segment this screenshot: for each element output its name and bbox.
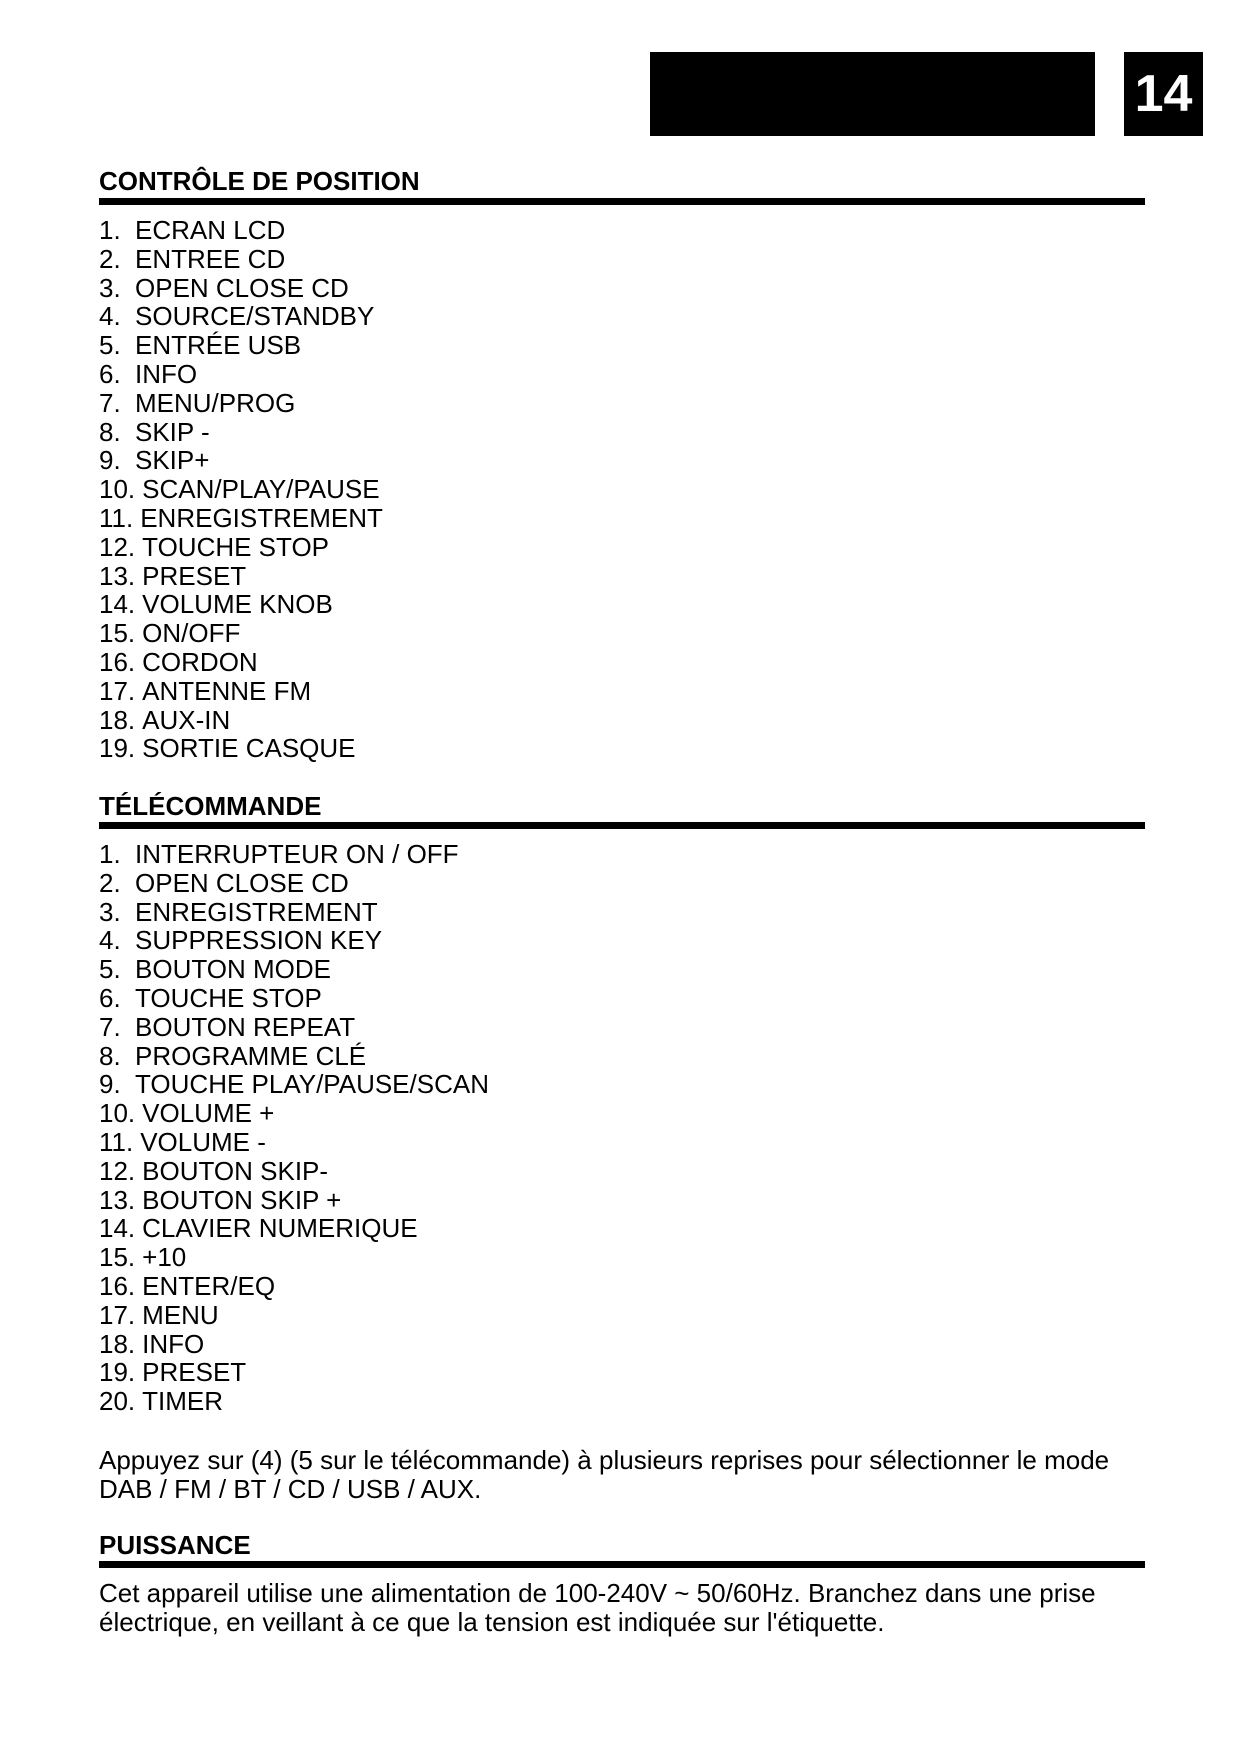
list-item	[99, 1358, 489, 1387]
list-item-number: 6.	[99, 358, 121, 389]
list-item-number: 16.	[99, 1270, 136, 1301]
list-item-number: 8.	[99, 1040, 121, 1071]
list-item-number: 15.	[99, 618, 136, 649]
list-item	[99, 648, 383, 677]
list-item	[99, 869, 489, 898]
list-item-number: 12.	[99, 1155, 136, 1186]
list-item-number: 2.	[99, 867, 121, 898]
list-item	[99, 1186, 489, 1215]
list-item	[99, 1330, 489, 1359]
section-rule	[99, 198, 1145, 205]
list-item-number: 7.	[99, 387, 121, 418]
section-title-remote: TÉLÉCOMMANDE	[99, 791, 322, 821]
list-item-number: 10.	[99, 474, 136, 505]
list-item-label: INFO	[142, 1328, 205, 1359]
list-item-label: INTERRUPTEUR ON / OFF	[135, 839, 459, 869]
list-item-label: BOUTON REPEAT	[135, 1011, 356, 1042]
list-item-label: SKIP -	[135, 416, 210, 447]
list-item	[99, 562, 383, 591]
list-item-number: 9.	[99, 1069, 121, 1100]
remote-list	[99, 840, 489, 1416]
list-item-number: 4.	[99, 925, 121, 956]
list-item	[99, 1099, 489, 1128]
list-item-label: PRESET	[142, 1357, 247, 1388]
list-item-label: INFO	[135, 358, 198, 389]
list-item-label: SCAN/PLAY/PAUSE	[142, 474, 380, 505]
list-item-label: ENTRÉE USB	[135, 330, 302, 361]
list-item-label: VOLUME -	[140, 1126, 266, 1157]
list-item	[99, 274, 383, 303]
list-item	[99, 216, 383, 245]
header-bar	[650, 52, 1095, 136]
list-item-label: PROGRAMME CLÉ	[135, 1040, 367, 1071]
list-item-number: 5.	[99, 330, 121, 361]
list-item-label: SOURCE/STANDBY	[135, 301, 375, 332]
list-item-number: 3.	[99, 896, 121, 927]
list-item-number: 2.	[99, 243, 121, 274]
list-item-label: ECRAN LCD	[135, 215, 286, 245]
list-item-label: ENREGISTREMENT	[135, 896, 378, 927]
list-item-number: 3.	[99, 272, 121, 303]
section-title-position-control: CONTRÔLE DE POSITION	[99, 166, 420, 196]
list-item-number: 11.	[99, 502, 134, 533]
list-item	[99, 389, 383, 418]
list-item	[99, 302, 383, 331]
list-item	[99, 1272, 489, 1301]
list-item	[99, 1301, 489, 1330]
mode-selection-note: Appuyez sur (4) (5 sur le télécommande) à plusieurs reprises pour sélectionner le mode DAB / FM / BT / CD / USB / AUX.	[99, 1445, 1110, 1504]
list-item	[99, 504, 383, 533]
list-item-number: 18.	[99, 1328, 136, 1359]
list-item-number: 13.	[99, 1184, 136, 1215]
list-item-label: OPEN CLOSE CD	[135, 272, 349, 303]
list-item-number: 18.	[99, 704, 136, 735]
section-title-power: PUISSANCE	[99, 1530, 251, 1560]
list-item	[99, 1387, 489, 1416]
list-item-number: 17.	[99, 1299, 136, 1330]
list-item-number: 16.	[99, 646, 136, 677]
position-control-list	[99, 216, 383, 763]
list-item-number: 20.	[99, 1386, 136, 1417]
list-item-label: BOUTON SKIP-	[142, 1155, 329, 1186]
list-item-number: 11.	[99, 1126, 134, 1157]
list-item	[99, 446, 383, 475]
list-item-label: TOUCHE STOP	[142, 531, 330, 562]
list-item-label: BOUTON SKIP +	[142, 1184, 342, 1215]
list-item-number: 14.	[99, 1213, 136, 1244]
list-item-number: 7.	[99, 1011, 121, 1042]
list-item-number: 6.	[99, 982, 121, 1013]
list-item	[99, 331, 383, 360]
list-item-label: ENTREE CD	[135, 243, 286, 274]
list-item-number: 1.	[99, 839, 121, 869]
list-item	[99, 984, 489, 1013]
list-item	[99, 619, 383, 648]
list-item	[99, 1013, 489, 1042]
section-rule	[99, 1561, 1145, 1568]
list-item-number: 19.	[99, 733, 136, 764]
list-item	[99, 590, 383, 619]
list-item-label: SORTIE CASQUE	[142, 733, 356, 764]
list-item-number: 12.	[99, 531, 136, 562]
list-item	[99, 1070, 489, 1099]
list-item-number: 19.	[99, 1357, 136, 1388]
list-item	[99, 734, 383, 763]
list-item	[99, 955, 489, 984]
list-item-number: 9.	[99, 445, 121, 476]
list-item-label: OPEN CLOSE CD	[135, 867, 349, 898]
list-item-label: AUX-IN	[142, 704, 231, 735]
list-item	[99, 1157, 489, 1186]
list-item	[99, 706, 383, 735]
list-item-label: TOUCHE PLAY/PAUSE/SCAN	[135, 1069, 489, 1100]
list-item	[99, 475, 383, 504]
list-item-label: SUPPRESSION KEY	[135, 925, 383, 956]
section-rule	[99, 822, 1145, 829]
list-item-number: 4.	[99, 301, 121, 332]
list-item-label: PRESET	[142, 560, 247, 591]
list-item	[99, 1243, 489, 1272]
list-item-number: 17.	[99, 675, 136, 706]
list-item-label: ENTER/EQ	[142, 1270, 276, 1301]
list-item-label: ON/OFF	[142, 618, 241, 649]
list-item	[99, 533, 383, 562]
list-item-label: CORDON	[142, 646, 258, 677]
power-description: Cet appareil utilise une alimentation de 100-240V ~ 50/60Hz. Branchez dans une prise électrique, en veillant à ce que la tension est indiquée sur l'étiquette.	[99, 1578, 1096, 1637]
list-item	[99, 840, 489, 869]
list-item-label: BOUTON MODE	[135, 954, 331, 985]
list-item-label: MENU	[142, 1299, 219, 1330]
list-item-number: 8.	[99, 416, 121, 447]
list-item	[99, 1042, 489, 1071]
list-item-label: VOLUME KNOB	[142, 589, 333, 620]
list-item-label: TIMER	[142, 1386, 224, 1417]
list-item-label: MENU/PROG	[135, 387, 296, 418]
list-item-label: CLAVIER NUMERIQUE	[142, 1213, 418, 1244]
list-item	[99, 898, 489, 927]
list-item-number: 10.	[99, 1098, 136, 1129]
list-item	[99, 360, 383, 389]
list-item	[99, 418, 383, 447]
list-item-label: ENREGISTREMENT	[140, 502, 383, 533]
list-item	[99, 1214, 489, 1243]
list-item-label: SKIP+	[135, 445, 210, 476]
list-item-label: ANTENNE FM	[142, 675, 312, 706]
list-item-label: +10	[142, 1242, 187, 1273]
list-item-number: 15.	[99, 1242, 136, 1273]
list-item	[99, 1128, 489, 1157]
list-item	[99, 245, 383, 274]
list-item-label: TOUCHE STOP	[135, 982, 322, 1013]
list-item	[99, 926, 489, 955]
list-item-number: 5.	[99, 954, 121, 985]
list-item	[99, 677, 383, 706]
page-number: 14	[1124, 52, 1203, 136]
list-item-number: 14.	[99, 589, 136, 620]
list-item-number: 1.	[99, 215, 121, 245]
list-item-label: VOLUME +	[142, 1098, 275, 1129]
list-item-number: 13.	[99, 560, 136, 591]
